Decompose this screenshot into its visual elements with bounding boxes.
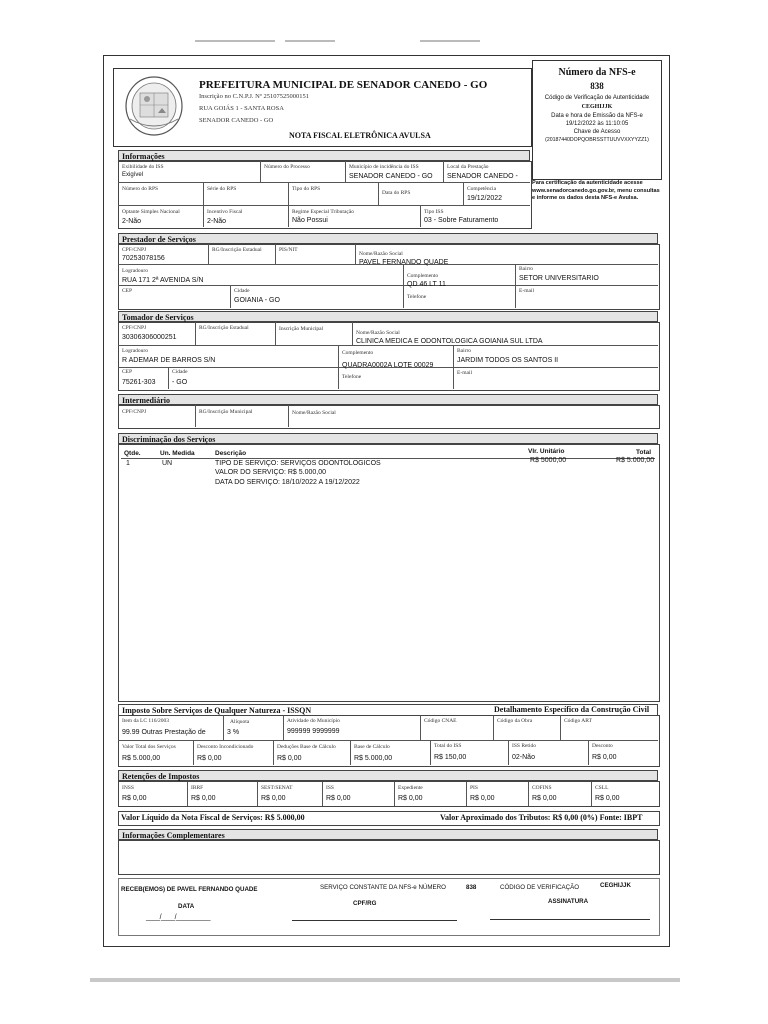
- deducoes-value: R$ 0,00: [277, 755, 302, 762]
- intermediario-nome-label: Nome/Razão Social: [292, 410, 336, 416]
- retencao-value: R$ 0,00: [398, 795, 423, 802]
- retencao-label: COFINS: [532, 785, 552, 791]
- rps-serie-label: Série do RPS: [207, 186, 237, 192]
- emission-datetime: 19/12/2022 às 11:10:05: [565, 121, 629, 127]
- intermediario-cpf-label: CPF/CNPJ: [122, 409, 147, 415]
- retencao-cofins: [528, 782, 592, 806]
- invoice-header: [113, 68, 532, 147]
- prestador-email-label: E-mail: [519, 288, 534, 294]
- col-un-medida: Un. Medida: [160, 450, 195, 457]
- verification-label: Código de Verificação de Autenticidade: [544, 95, 650, 101]
- valor-liquido-value: R$ 5.000,00: [264, 813, 305, 822]
- prestador-bairro-label: Bairro: [519, 266, 534, 272]
- col-valor-unitario: Vlr. Unitário: [528, 448, 565, 455]
- item-lc-label: Item da LC 116/2003: [122, 718, 169, 724]
- codigo-verificacao-label: CÓDIGO DE VERIFICAÇÃO: [500, 884, 580, 891]
- retencao-label: ISS: [326, 785, 334, 791]
- col-qtde: Qtde.: [124, 450, 141, 457]
- retencao-value: R$ 0,00: [595, 795, 620, 802]
- recebemos-name: PAVEL FERNANDO QUADE: [177, 886, 258, 893]
- cnae-label: Código CNAE: [424, 718, 457, 724]
- rps-date-label: Data do RPS: [382, 190, 411, 196]
- tomador-logradouro-label: Logradouro: [122, 348, 148, 354]
- nfse-number: 838: [590, 81, 604, 91]
- retencao-irrf: [187, 782, 258, 806]
- servicos-section: [118, 444, 660, 702]
- base-calculo-value: R$ 5.000,00: [354, 755, 393, 762]
- retencao-label: INSS: [122, 785, 134, 791]
- access-key-label: Chave de Acesso: [573, 129, 621, 135]
- aliquota-label: Alíquota: [230, 719, 250, 725]
- exigibilidade-value: Exigível: [122, 172, 144, 178]
- recebemos-label: RECEB(EMOS) DE: [121, 886, 176, 893]
- service-row-total: R$ 5.000,00: [616, 457, 655, 464]
- regime-value: Não Possui: [292, 217, 328, 224]
- competencia-label: Competência: [467, 186, 497, 192]
- incentivo-label: Incentivo Fiscal: [207, 209, 243, 215]
- prestador-complemento-value: QD 46 LT 11: [407, 281, 446, 288]
- deducoes-label: Deduções Base de Cálculo: [277, 744, 336, 750]
- service-row-desc-2: VALOR DO SERVIÇO: R$ 5.000,00: [215, 469, 327, 476]
- tomador-nome-value: CLINICA MEDICA E ODONTOLOGICA GOIANIA SUL LTDA: [356, 338, 543, 345]
- servico-nfse-label: SERVIÇO CONSTANTE DA NFS-e NÚMERO: [320, 884, 446, 891]
- item-lc-value: 99.99 Outras Prestação de: [122, 729, 206, 736]
- tomador-complemento-label: Complemento: [342, 350, 374, 356]
- processo-label: Número do Processo: [264, 164, 310, 170]
- cpf-line: [292, 920, 457, 921]
- tributos-fonte: Fonte: IBPT: [599, 813, 643, 822]
- retencao-csll: [591, 782, 659, 806]
- prestador-pis-label: PIS/NIT: [279, 247, 298, 253]
- tomador-rg-label: RG/Inscrição Estadual: [199, 325, 249, 331]
- retencao-sest-senat: [257, 782, 323, 806]
- intermediario-rg-label: RG/Inscrição Municipal: [199, 409, 253, 415]
- retencao-value: R$ 0,00: [261, 795, 286, 802]
- cpf-rg-label: CPF/RG: [353, 900, 377, 907]
- simples-label: Optante Simples Nacional: [122, 209, 180, 215]
- scan-mark: [420, 40, 480, 42]
- scan-mark: [285, 40, 335, 42]
- regime-label: Regime Especial Tributação: [292, 209, 355, 215]
- prestador-complemento-label: Complemento: [407, 273, 439, 279]
- desconto-value: R$ 0,00: [592, 754, 617, 761]
- service-row-desc-3: DATA DO SERVIÇO: 18/10/2022 A 19/12/2022: [215, 479, 360, 486]
- tomador-im-label: Inscrição Municipal: [279, 326, 324, 332]
- tomador-cidade-value: - GO: [172, 379, 188, 386]
- retencao-value: R$ 0,00: [122, 795, 147, 802]
- issqn-title: Imposto Sobre Serviços de Qualquer Natureza - ISSQN: [122, 706, 312, 715]
- municipio-label: Município de incidência do ISS: [349, 164, 419, 170]
- section-title-prestador: Prestador de Serviços: [118, 233, 658, 244]
- tomador-bairro-label: Bairro: [457, 348, 472, 354]
- tomador-cpf-value: 30306306000251: [122, 334, 177, 341]
- tomador-cidade-label: Cidade: [172, 369, 188, 375]
- col-descricao: Descrição: [215, 450, 247, 457]
- codigo-verificacao-value: CEGHIJJK: [600, 882, 631, 889]
- verification-code: CEGHIJJK: [581, 104, 613, 110]
- tomador-bairro-value: JARDIM TODOS OS SANTOS II: [457, 357, 559, 364]
- complementares-section: [118, 840, 660, 875]
- prestador-cpf-label: CPF/CNPJ: [122, 247, 147, 253]
- nfse-title: Número da NFS-e: [558, 67, 636, 78]
- assinatura-label: ASSINATURA: [548, 898, 589, 905]
- retencao-inss: [119, 782, 179, 806]
- retencoes-section: [118, 781, 660, 807]
- total-iss-value: R$ 150,00: [434, 754, 467, 761]
- simples-value: 2-Não: [122, 218, 142, 225]
- tipo-iss-label: Tipo ISS: [424, 209, 444, 215]
- retencao-label: Expediente: [398, 785, 423, 791]
- valor-liquido: [121, 813, 305, 822]
- retencao-label: SEST/SENAT: [261, 785, 293, 791]
- base-calculo-label: Base de Cálculo: [354, 744, 390, 750]
- incentivo-value: 2-Não: [207, 218, 227, 225]
- desconto-incond-label: Desconto Incondicionado: [197, 744, 254, 750]
- prefeitura-title: PREFEITURA MUNICIPAL DE SENADOR CANEDO - GO: [199, 79, 488, 91]
- prestador-nome-value: PAVEL FERNANDO QUADE: [359, 259, 449, 266]
- obra-label: Código da Obra: [497, 718, 533, 724]
- tomador-cpf-label: CPF/CNPJ: [122, 325, 147, 331]
- retencao-label: IRRF: [191, 785, 204, 791]
- valor-total-label: Valor Total dos Serviços: [122, 744, 176, 750]
- retencao-expediente: [394, 782, 467, 806]
- retencao-value: R$ 0,00: [532, 795, 557, 802]
- tomador-email-label: E-mail: [457, 370, 472, 376]
- document-title: NOTA FISCAL ELETRÔNICA AVULSA: [289, 131, 431, 140]
- nfse-number-box: [532, 60, 662, 180]
- municipal-seal-icon: [124, 75, 184, 137]
- prestador-telefone-label: Telefone: [407, 294, 427, 300]
- tomador-logradouro-value: R ADEMAR DE BARROS S/N: [122, 357, 216, 364]
- prefeitura-city: SENADOR CANEDO - GO: [199, 117, 274, 124]
- section-title-retencoes: Retenções de Impostos: [118, 770, 658, 781]
- prestador-cidade-label: Cidade: [234, 288, 250, 294]
- recebemos: [121, 886, 258, 893]
- service-row-desc-1: TIPO DE SERVIÇO: SERVIÇOS ODONTOLOGICOS: [215, 460, 381, 467]
- local-prestacao-value: SENADOR CANEDO -: [447, 173, 518, 180]
- tomador-complemento-value: QUADRA0002A LOTE 00029: [342, 362, 434, 369]
- retencao-value: R$ 0,00: [470, 795, 495, 802]
- desconto-incond-value: R$ 0,00: [197, 755, 222, 762]
- prestador-logradouro-value: RUA 171 2ª AVENIDA S/N: [122, 277, 204, 284]
- service-row-unit: R$ 5000,00: [530, 457, 567, 464]
- section-title-complementares: Informações Complementares: [118, 829, 658, 840]
- prestador-nome-label: Nome/Razão Social: [359, 251, 403, 257]
- exigibilidade-label: Exibilidade do ISS: [122, 164, 164, 170]
- prestador-bairro-value: SETOR UNIVERSITARIO: [519, 275, 599, 282]
- section-title-intermediario: Intermediário: [118, 394, 658, 405]
- tomador-telefone-label: Telefone: [342, 374, 362, 380]
- recibo-numero: 838: [466, 884, 477, 891]
- emission-label: Data e hora de Emissão da NFS-e: [551, 113, 643, 119]
- tomador-cep-value: 75261-303: [122, 379, 156, 386]
- valor-total-value: R$ 5.000,00: [122, 755, 161, 762]
- atividade-value: 999999 9999999: [287, 728, 340, 735]
- iss-retido-label: ISS Retido: [512, 743, 536, 749]
- prestador-cidade-value: GOIANIA - GO: [234, 297, 280, 304]
- service-row-um: UN: [162, 460, 173, 467]
- certification-note: Para certificação da autenticidade acesse www.senadorcanedo.go.gov.br, menu consultas e informe os dados desta NFS-e Avulsa.: [532, 180, 660, 201]
- tributos: [440, 813, 642, 822]
- total-iss-label: Total do ISS: [434, 743, 462, 749]
- date-blank-line: ____/____/__________: [146, 914, 210, 921]
- construcao-civil-title: Detalhamento Específico da Construção Civil: [494, 705, 650, 714]
- retencao-label: PIS: [470, 785, 478, 791]
- tipo-iss-value: 03 - Sobre Faturamento: [424, 217, 499, 224]
- retencao-label: CSLL: [595, 785, 609, 791]
- aliquota-value: 3 %: [227, 729, 240, 736]
- desconto-label: Desconto: [592, 743, 613, 749]
- prestador-cpf-value: 70253078156: [122, 255, 165, 262]
- prefeitura-street: RUA GOIÁS 1 - SANTA ROSA: [199, 105, 284, 112]
- signature-line: [490, 919, 650, 920]
- tomador-cep-label: CEP: [122, 369, 133, 375]
- scan-bottom-edge: [90, 978, 680, 982]
- iss-retido-value: 02-Não: [512, 754, 535, 761]
- atividade-label: Atividade do Município: [287, 718, 340, 724]
- art-label: Código ART: [564, 718, 592, 724]
- retencao-iss: [322, 782, 395, 806]
- prestador-rg-label: RG/Inscrição Estadual: [212, 247, 262, 253]
- retencao-pis: [466, 782, 529, 806]
- scan-mark: [195, 40, 275, 42]
- prefeitura-cnpj: Inscrição no C.N.P.J. Nº 25107525000151: [199, 93, 309, 100]
- retencao-value: R$ 0,00: [326, 795, 351, 802]
- service-row-qtde: 1: [126, 460, 130, 467]
- municipio-value: SENADOR CANEDO - GO: [349, 173, 433, 180]
- tributos-value: Valor Aproximado dos Tributos: R$ 0,00 (0%): [440, 813, 598, 822]
- tomador-nome-label: Nome/Razão Social: [356, 330, 400, 336]
- section-title-tomador: Tomador de Serviços: [118, 311, 658, 322]
- competencia-value: 19/12/2022: [467, 195, 503, 202]
- prestador-cep-label: CEP: [122, 288, 133, 294]
- data-label: DATA: [178, 903, 195, 910]
- local-prestacao-label: Local da Prestação: [447, 164, 489, 170]
- retencao-value: R$ 0,00: [191, 795, 216, 802]
- section-title-informacoes: Informações: [118, 150, 530, 161]
- valor-liquido-label: Valor Líquido da Nota Fiscal de Serviços:: [121, 813, 263, 822]
- prestador-logradouro-label: Logradouro: [122, 268, 148, 274]
- rps-type-label: Tipo do RPS: [292, 186, 321, 192]
- section-title-servicos: Discriminação dos Serviços: [118, 433, 658, 444]
- access-key: (20187440DOPQOBRSSTTUUVVXXYYZZ1): [545, 137, 649, 143]
- rps-number-label: Número do RPS: [122, 186, 159, 192]
- col-total: Total: [636, 449, 652, 456]
